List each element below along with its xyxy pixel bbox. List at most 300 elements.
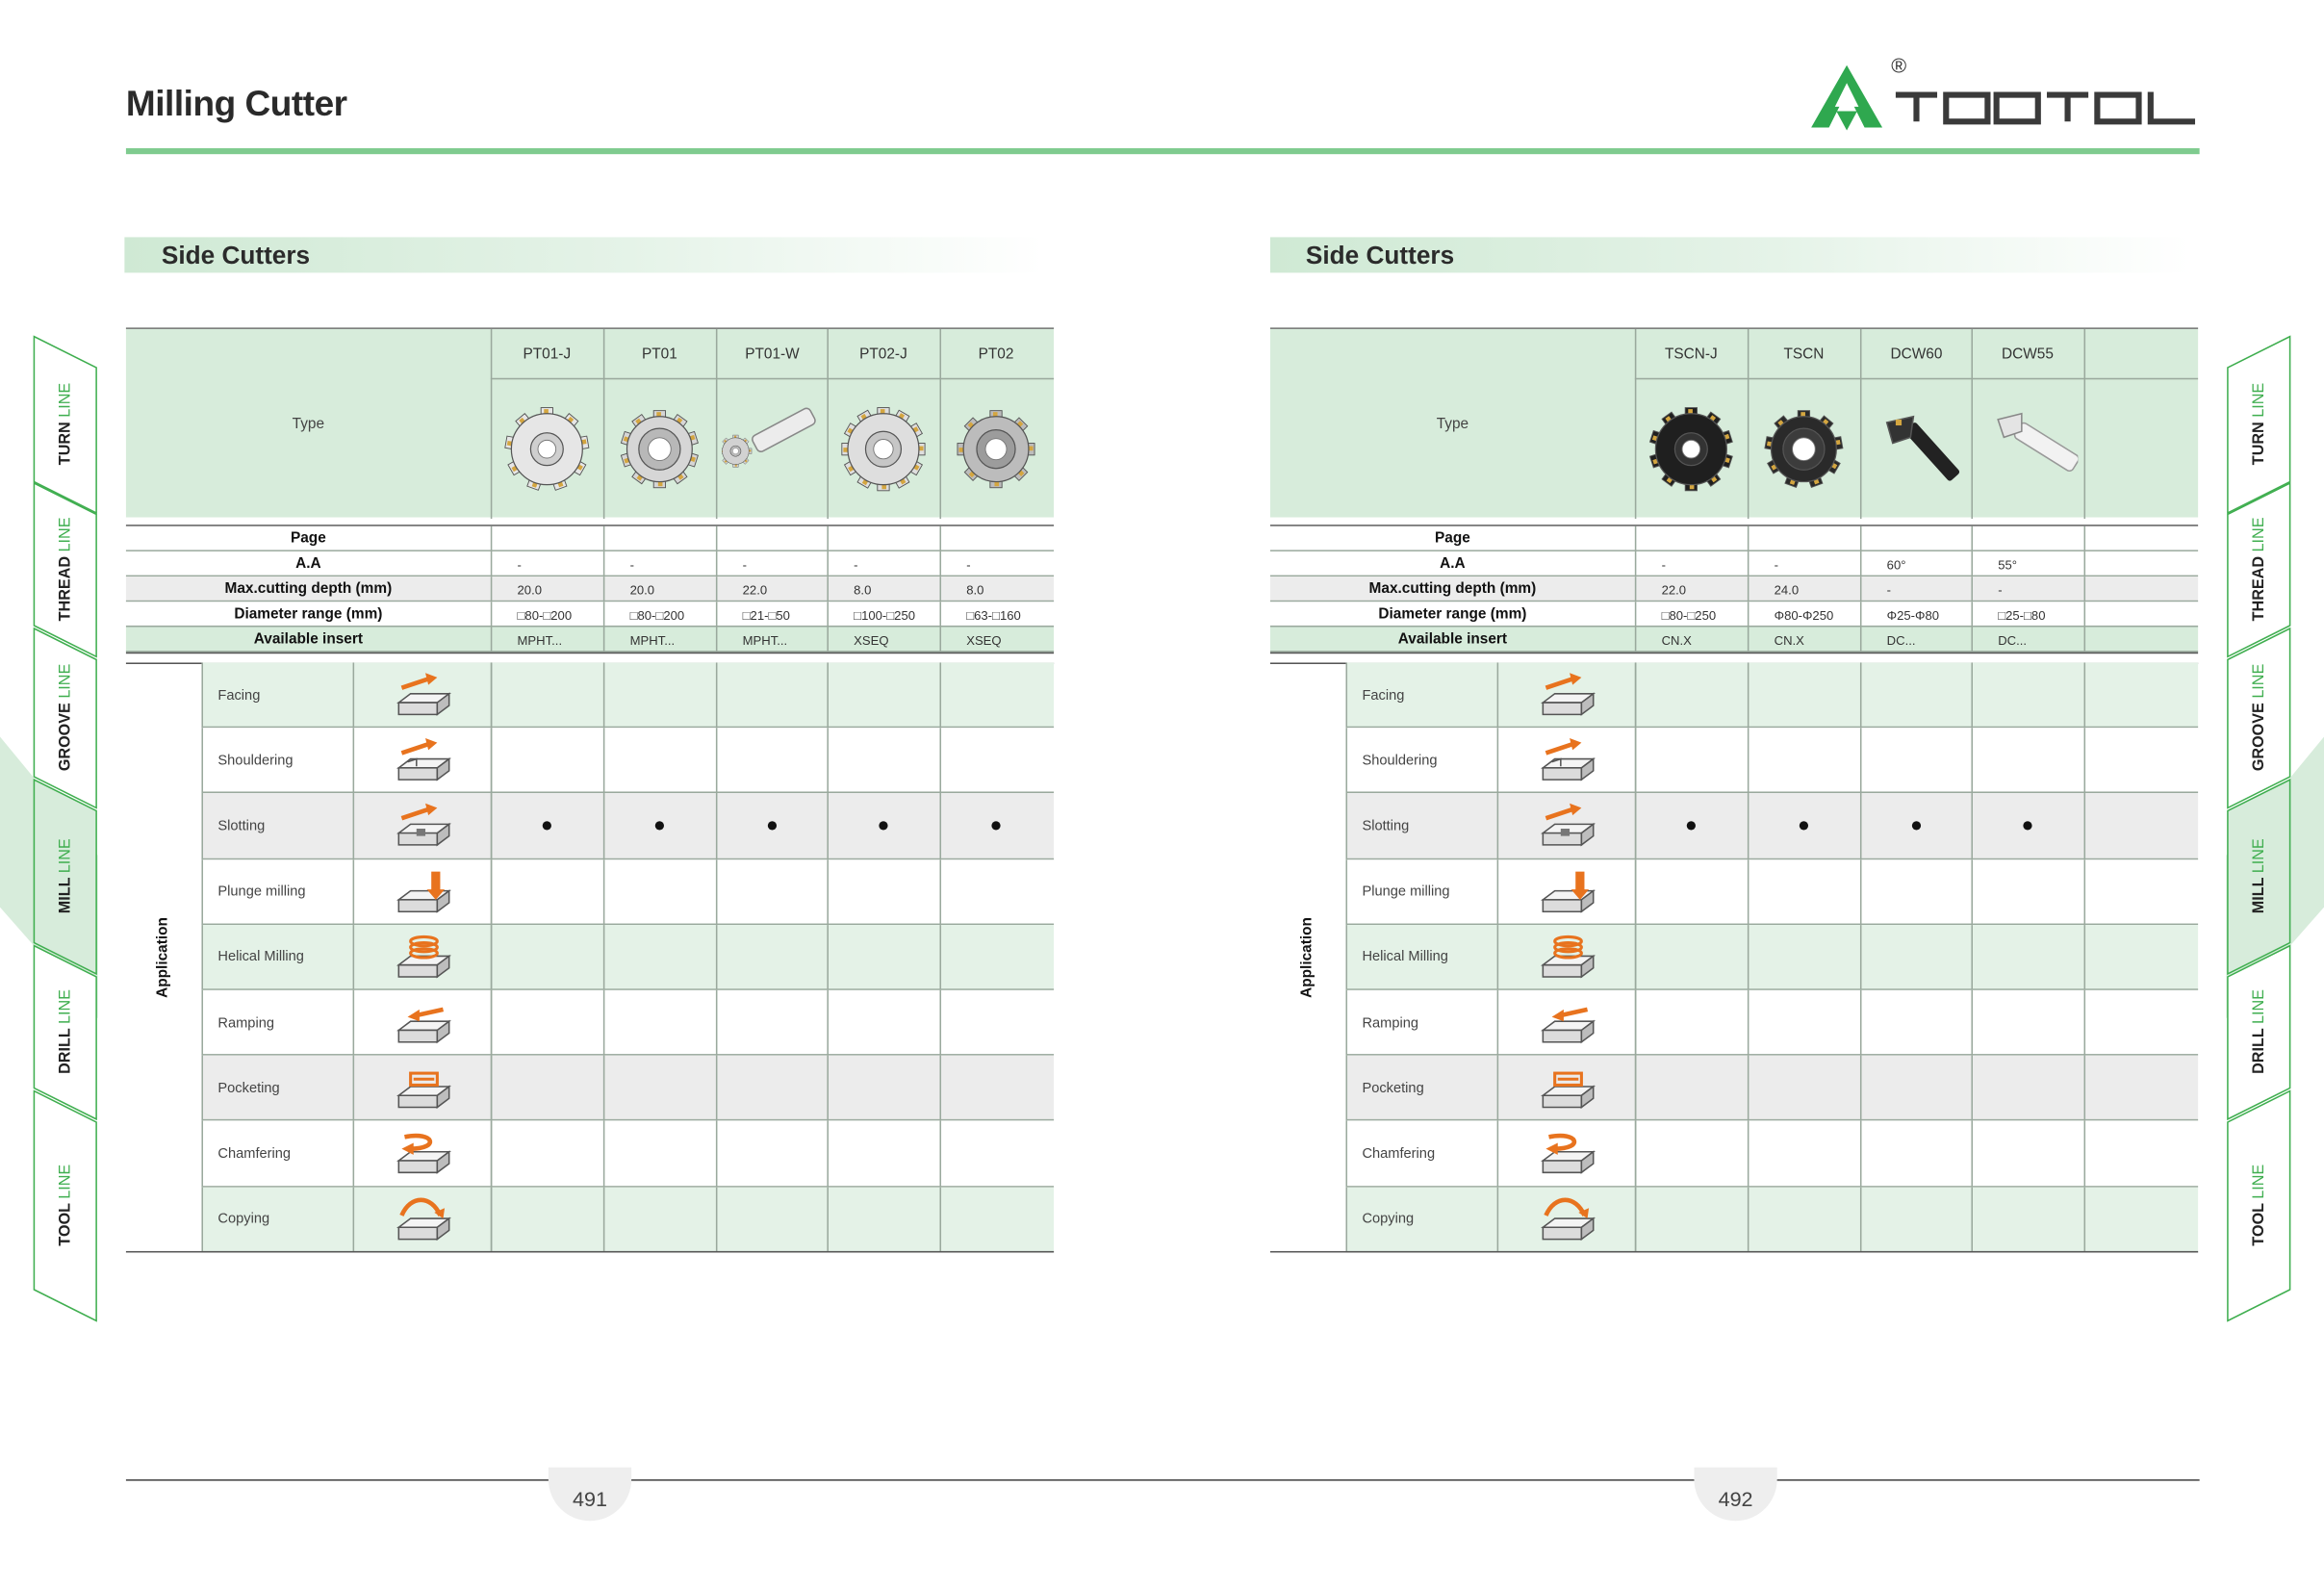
column-divider	[939, 925, 941, 990]
spec-value: □100-□250	[854, 606, 916, 623]
side-tab-label: TURN LINE	[2250, 382, 2268, 466]
column-divider	[2084, 526, 2086, 551]
table-bottom-rule	[126, 1251, 1054, 1253]
application-row	[201, 1187, 1054, 1252]
column-divider	[1635, 662, 1637, 728]
column-divider	[716, 662, 718, 728]
column-divider	[827, 859, 829, 925]
column-divider	[491, 1121, 493, 1187]
application-block	[126, 662, 1054, 1252]
column-divider	[1748, 551, 1749, 576]
spec-label: Diameter range (mm)	[234, 605, 383, 623]
column-divider	[939, 329, 941, 519]
column-divider	[716, 628, 718, 653]
column-divider	[827, 1187, 829, 1252]
suitable-dot	[543, 822, 551, 831]
column-heading: DCW55	[2002, 346, 2054, 363]
spec-row-diameter	[126, 602, 1054, 627]
column-divider	[1860, 628, 1862, 653]
column-divider	[491, 551, 493, 576]
column-divider	[1971, 329, 1973, 519]
spec-value: XSEQ	[854, 631, 889, 648]
column-divider	[1860, 662, 1862, 728]
header-divider	[491, 378, 1054, 380]
side-tab-thread[interactable]	[33, 482, 98, 628]
column-divider	[2084, 628, 2086, 653]
column-divider	[827, 925, 829, 990]
column-divider	[1748, 729, 1749, 794]
side-tab-label: GROOVE LINE	[56, 663, 75, 772]
slotting-icon	[1497, 794, 1635, 859]
column-heading: PT01-W	[745, 346, 800, 363]
spec-value	[1635, 526, 1748, 551]
column-divider	[1635, 859, 1637, 925]
column-divider	[1971, 794, 1973, 859]
column-divider	[603, 526, 605, 551]
column-divider	[1346, 1056, 1348, 1121]
column-divider	[2084, 1121, 2086, 1187]
column-divider	[2084, 576, 2086, 602]
spec-value: -	[1774, 556, 1778, 572]
spec-row-aa	[1270, 551, 2198, 576]
column-divider	[491, 662, 493, 728]
shouldering-icon	[1497, 729, 1635, 794]
column-divider	[1346, 794, 1348, 859]
application-row	[201, 859, 1054, 925]
column-divider	[1346, 1187, 1348, 1252]
column-divider	[603, 602, 605, 627]
spec-value: -	[1886, 581, 1892, 597]
column-divider	[603, 551, 605, 576]
type-label: Type	[292, 416, 325, 432]
spec-value: □80-□250	[1661, 606, 1717, 623]
column-divider	[2084, 602, 2086, 627]
spec-label: A.A	[1440, 555, 1466, 573]
column-divider	[716, 329, 718, 519]
spec-value: 22.0	[1661, 581, 1687, 597]
application-row	[1346, 794, 2199, 859]
spec-value: 22.0	[742, 581, 768, 597]
spec-value: 20.0	[517, 581, 543, 597]
column-divider	[1497, 729, 1499, 794]
column-heading: PT01	[641, 346, 677, 363]
application-row	[1346, 662, 2199, 728]
spec-label: Max.cutting depth (mm)	[224, 580, 393, 598]
side-tab-label: MILL LINE	[56, 838, 75, 914]
column-divider	[1860, 551, 1862, 576]
spec-value: CN.X	[1661, 631, 1692, 648]
side-tab-groove[interactable]	[33, 628, 98, 779]
footer-rule	[126, 1479, 2200, 1481]
column-divider	[1748, 576, 1749, 602]
side-tab-label: TURN LINE	[56, 382, 75, 466]
column-divider	[1748, 1187, 1749, 1252]
page-title: Milling Cutter	[125, 84, 347, 125]
column-divider	[603, 990, 605, 1056]
application-name: Chamfering	[217, 1145, 292, 1163]
column-divider	[716, 729, 718, 794]
spec-value: -	[1998, 581, 2003, 597]
table-bottom-rule	[1270, 1251, 2198, 1253]
column-divider	[1635, 628, 1637, 653]
application-row	[201, 662, 1054, 728]
shank-disc-cutter-icon	[716, 379, 829, 519]
column-divider	[201, 990, 203, 1056]
application-name: Plunge milling	[1362, 884, 1450, 901]
spec-value: CN.X	[1774, 631, 1804, 648]
ramping-icon	[1497, 990, 1635, 1056]
side-tab-turn[interactable]	[2226, 335, 2291, 483]
column-divider	[939, 602, 941, 627]
column-divider	[2084, 1187, 2086, 1252]
column-divider	[1971, 628, 1973, 653]
column-divider	[603, 1187, 605, 1252]
column-divider	[201, 729, 203, 794]
application-row	[1346, 1056, 2199, 1121]
column-divider	[1635, 576, 1637, 602]
column-divider	[1497, 859, 1499, 925]
chamfering-icon	[1497, 1121, 1635, 1187]
column-divider	[353, 1056, 355, 1121]
spec-value: 55°	[1998, 556, 2017, 572]
application-label: Application	[154, 917, 171, 998]
application-row	[1346, 729, 2199, 794]
spec-value: 20.0	[629, 581, 655, 597]
spec-value	[2084, 576, 2197, 602]
column-divider	[1971, 1056, 1973, 1121]
column-divider	[491, 990, 493, 1056]
column-divider	[1497, 925, 1499, 990]
spec-value: -	[1661, 556, 1666, 572]
column-divider	[1971, 859, 1973, 925]
side-tab-mill[interactable]	[2226, 779, 2291, 945]
ramping-icon	[353, 990, 491, 1056]
column-divider	[827, 794, 829, 859]
suitable-dot	[991, 822, 1000, 831]
column-divider	[827, 576, 829, 602]
disc-cutter-icon	[491, 379, 603, 519]
spec-row-page	[126, 526, 1054, 551]
spec-value: □25-□80	[1998, 606, 2046, 623]
empty-image	[2084, 379, 2197, 519]
column-divider	[1635, 729, 1637, 794]
application-name: Slotting	[1362, 818, 1410, 835]
column-divider	[353, 662, 355, 728]
type-label: Type	[1436, 416, 1469, 432]
plunge-milling-icon	[353, 859, 491, 925]
column-divider	[827, 1121, 829, 1187]
column-divider	[1346, 990, 1348, 1056]
column-divider	[939, 1056, 941, 1121]
column-divider	[1860, 925, 1862, 990]
column-divider	[827, 729, 829, 794]
column-divider	[1346, 662, 1348, 728]
column-divider	[1748, 628, 1749, 653]
column-divider	[827, 662, 829, 728]
side-tab-drill[interactable]	[33, 944, 98, 1089]
column-divider	[491, 526, 493, 551]
spec-value	[1748, 526, 1860, 551]
spec-value: 8.0	[854, 581, 872, 597]
column-divider	[827, 628, 829, 653]
spec-value	[2084, 526, 2197, 551]
column-divider	[491, 1056, 493, 1121]
column-divider	[1748, 329, 1749, 519]
helical-milling-icon	[353, 925, 491, 990]
column-divider	[1748, 925, 1749, 990]
plunge-milling-icon	[1497, 859, 1635, 925]
spec-label: Max.cutting depth (mm)	[1368, 580, 1537, 598]
suitable-dot	[879, 822, 887, 831]
column-divider	[2084, 551, 2086, 576]
column-divider	[603, 925, 605, 990]
column-divider	[716, 602, 718, 627]
spec-value: -	[517, 556, 522, 572]
column-divider	[603, 576, 605, 602]
column-divider	[2084, 329, 2086, 519]
column-divider	[353, 925, 355, 990]
column-divider	[716, 1121, 718, 1187]
column-divider	[1346, 925, 1348, 990]
column-divider	[827, 602, 829, 627]
column-divider	[1346, 1121, 1348, 1187]
column-divider	[1635, 990, 1637, 1056]
column-divider	[353, 1187, 355, 1252]
column-divider	[1748, 990, 1749, 1056]
column-heading: TSCN	[1783, 346, 1825, 363]
side-tab-drill[interactable]	[2226, 944, 2291, 1089]
registered-mark: ®	[1891, 53, 1907, 78]
application-row	[1346, 859, 2199, 925]
application-name: Copying	[1362, 1211, 1415, 1228]
application-name: Shouldering	[1362, 753, 1438, 770]
column-divider	[353, 1121, 355, 1187]
column-divider	[1635, 794, 1637, 859]
column-divider	[1860, 1187, 1862, 1252]
spec-row-insert	[1270, 628, 2198, 653]
column-divider	[2084, 662, 2086, 728]
copying-icon	[353, 1187, 491, 1252]
section-title-left: Side Cutters	[161, 242, 311, 270]
application-name: Helical Milling	[217, 949, 304, 966]
pocketing-icon	[353, 1056, 491, 1121]
column-divider	[603, 628, 605, 653]
side-tab-label: TOOL LINE	[2250, 1164, 2268, 1246]
hub-staggered-cutter-icon	[939, 379, 1052, 519]
column-divider	[1748, 526, 1749, 551]
column-divider	[716, 526, 718, 551]
application-name: Plunge milling	[217, 884, 306, 901]
application-name: Shouldering	[217, 753, 294, 770]
spec-label: Page	[290, 530, 326, 548]
column-heading	[2084, 329, 2197, 379]
application-row	[1346, 925, 2199, 990]
header-divider	[1635, 378, 2198, 380]
side-tab-tool[interactable]	[33, 1089, 98, 1291]
spec-value: -	[966, 556, 971, 572]
column-divider	[939, 526, 941, 551]
column-divider	[491, 628, 493, 653]
column-divider	[1971, 662, 1973, 728]
side-tab-label: THREAD LINE	[2250, 517, 2268, 622]
spec-value: -	[629, 556, 634, 572]
black-disc-cutter-icon	[1635, 379, 1748, 519]
column-heading: PT01-J	[523, 346, 572, 363]
spec-row-page	[1270, 526, 2198, 551]
column-divider	[2084, 925, 2086, 990]
spec-label: Available insert	[253, 631, 364, 649]
shouldering-icon	[353, 729, 491, 794]
side-tab-mill[interactable]	[33, 779, 98, 945]
column-divider	[1497, 1187, 1499, 1252]
application-row	[201, 794, 1054, 859]
column-divider	[603, 794, 605, 859]
spec-value: MPHT...	[629, 631, 676, 648]
spec-value: Φ25-Φ80	[1886, 606, 1940, 623]
spec-value: □80-□200	[629, 606, 685, 623]
dovetail-cutter-60-icon	[1860, 379, 1973, 519]
column-divider	[716, 576, 718, 602]
column-divider	[939, 1187, 941, 1252]
column-divider	[1635, 925, 1637, 990]
pocketing-icon	[1497, 1056, 1635, 1121]
column-divider	[1860, 329, 1862, 519]
column-divider	[716, 990, 718, 1056]
facing-icon	[1497, 662, 1635, 728]
table-divider	[1270, 653, 2198, 654]
column-divider	[353, 729, 355, 794]
type-header-row	[1270, 327, 2198, 517]
column-divider	[1748, 602, 1749, 627]
column-divider	[603, 859, 605, 925]
column-divider	[1748, 794, 1749, 859]
spec-value: MPHT...	[517, 631, 563, 648]
column-divider	[1635, 526, 1637, 551]
side-tab-label: MILL LINE	[2250, 838, 2268, 914]
column-divider	[491, 602, 493, 627]
spec-value: □63-□160	[966, 606, 1021, 623]
column-divider	[827, 1056, 829, 1121]
column-divider	[353, 990, 355, 1056]
column-divider	[827, 990, 829, 1056]
side-tab-turn[interactable]	[33, 335, 98, 483]
spec-value	[1860, 526, 1973, 551]
column-divider	[603, 1121, 605, 1187]
spec-value: DC...	[1998, 631, 2028, 648]
spec-label: A.A	[295, 555, 321, 573]
column-divider	[1497, 990, 1499, 1056]
column-divider	[491, 329, 493, 519]
column-divider	[603, 662, 605, 728]
column-divider	[1971, 551, 1973, 576]
spec-value: Φ80-Φ250	[1774, 606, 1834, 623]
application-row	[201, 925, 1054, 990]
application-row	[201, 1056, 1054, 1121]
page-number-right: 492	[1718, 1486, 1753, 1511]
spec-value	[939, 526, 1052, 551]
column-divider	[2084, 1056, 2086, 1121]
side-tab-label: THREAD LINE	[56, 517, 75, 622]
spec-value: DC...	[1886, 631, 1916, 648]
column-heading: PT02	[978, 346, 1014, 363]
spec-value	[2084, 551, 2197, 576]
application-row	[1346, 1121, 2199, 1187]
page-number-left: 491	[572, 1486, 607, 1511]
application-row	[201, 1121, 1054, 1187]
column-divider	[939, 576, 941, 602]
column-divider	[1635, 1121, 1637, 1187]
column-divider	[716, 1056, 718, 1121]
column-divider	[716, 794, 718, 859]
column-divider	[1346, 729, 1348, 794]
column-divider	[1971, 526, 1973, 551]
black-hub-cutter-icon	[1748, 379, 1860, 519]
suitable-dot	[768, 822, 777, 831]
dovetail-cutter-55-icon	[1971, 379, 2083, 519]
spec-row-aa	[126, 551, 1054, 576]
column-divider	[716, 551, 718, 576]
column-divider	[939, 662, 941, 728]
spec-value	[603, 526, 716, 551]
column-divider	[1635, 551, 1637, 576]
column-divider	[1971, 990, 1973, 1056]
spec-value: -	[854, 556, 858, 572]
column-divider	[201, 1187, 203, 1252]
column-divider	[201, 1121, 203, 1187]
staggered-disc-cutter-icon	[827, 379, 939, 519]
column-divider	[716, 925, 718, 990]
column-divider	[939, 729, 941, 794]
column-divider	[603, 1056, 605, 1121]
application-row	[1346, 1187, 2199, 1252]
helical-milling-icon	[1497, 925, 1635, 990]
column-divider	[939, 859, 941, 925]
column-divider	[1748, 859, 1749, 925]
column-divider	[716, 1187, 718, 1252]
suitable-dot	[1912, 822, 1921, 831]
application-name: Copying	[217, 1211, 270, 1228]
column-divider	[716, 859, 718, 925]
column-divider	[1748, 1056, 1749, 1121]
spec-row-diameter	[1270, 602, 2198, 627]
suitable-dot	[1800, 822, 1808, 831]
column-divider	[1860, 1056, 1862, 1121]
column-divider	[491, 859, 493, 925]
column-divider	[1748, 1121, 1749, 1187]
column-divider	[2084, 729, 2086, 794]
application-name: Facing	[1362, 687, 1405, 704]
column-divider	[827, 526, 829, 551]
column-divider	[1860, 729, 1862, 794]
header-rule	[126, 148, 2200, 154]
side-tab-label: DRILL LINE	[2250, 989, 2268, 1074]
spec-value	[2084, 602, 2197, 627]
column-divider	[603, 729, 605, 794]
column-divider	[491, 1187, 493, 1252]
side-tab-groove[interactable]	[2226, 628, 2291, 779]
column-divider	[1635, 1056, 1637, 1121]
suitable-dot	[655, 822, 664, 831]
column-divider	[2084, 794, 2086, 859]
column-divider	[201, 859, 203, 925]
spec-value: -	[742, 556, 748, 572]
column-divider	[939, 990, 941, 1056]
side-tab-thread[interactable]	[2226, 482, 2291, 628]
column-divider	[1635, 1187, 1637, 1252]
suitable-dot	[1687, 822, 1696, 831]
facing-icon	[353, 662, 491, 728]
side-tab-tool[interactable]	[2226, 1089, 2291, 1291]
